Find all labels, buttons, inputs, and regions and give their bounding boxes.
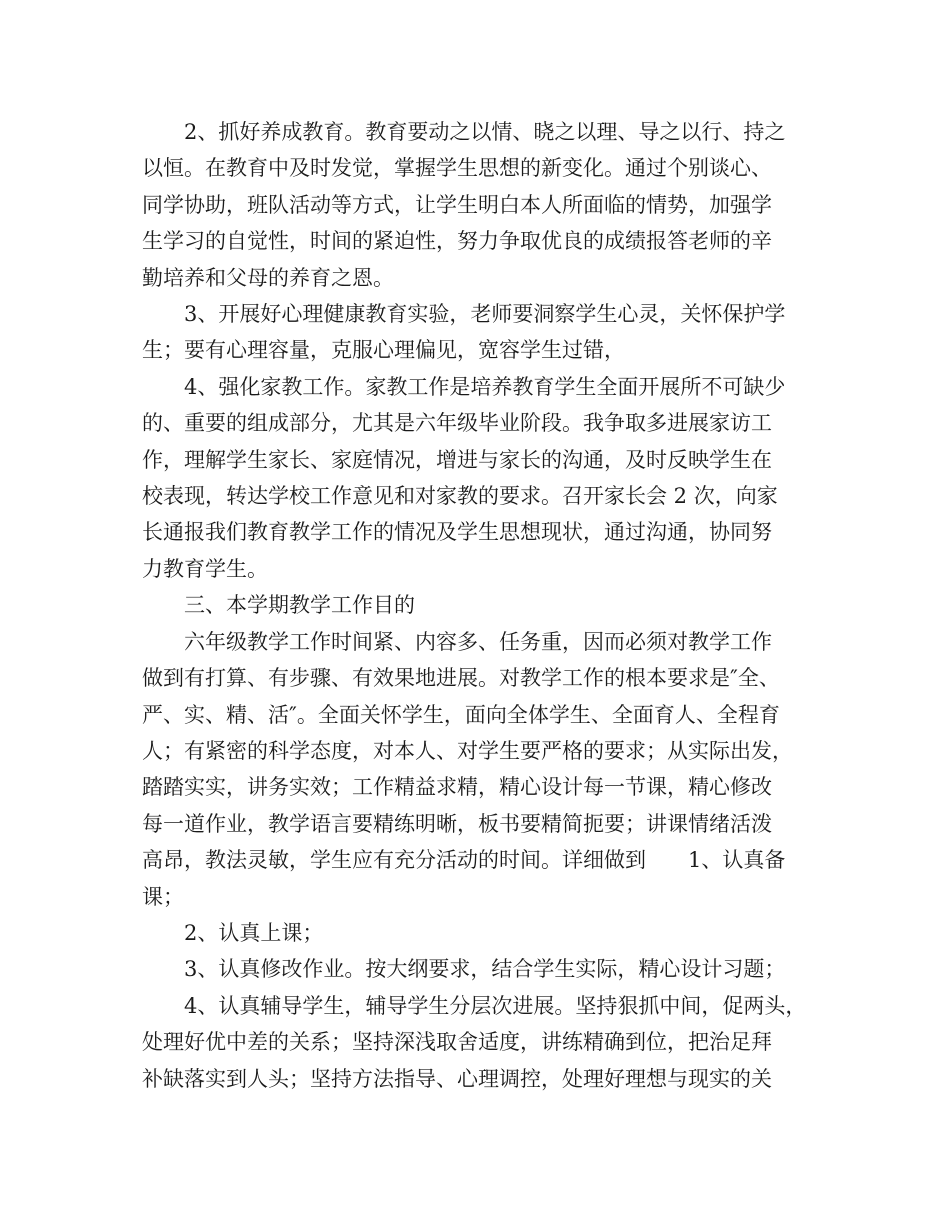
paragraph-mental-health (142, 296, 826, 369)
text-line: 的、重要的组成部分，尤其是六年级毕业阶段。我争取多进展家访工 (142, 411, 772, 436)
text-line: 做到有打算、有步骤、有效果地进展。对教学工作的根本要求是″全、 (142, 666, 780, 691)
text-line: 人；有紧密的科学态度，对本人、对学生要严格的要求；从实际出发， (142, 738, 793, 763)
text-line: 3、认真修改作业。按大纲要求，结合学生实际，精心设计习题； (184, 957, 786, 982)
text-line: 力教育学生。 (142, 556, 268, 581)
text-line: 以恒。在教育中及时发觉，掌握学生思想的新变化。通过个别谈心、 (142, 156, 772, 181)
text-line: 生学习的自觉性，时间的紧迫性，努力争取优良的成绩报答老师的辛 (142, 229, 772, 254)
text-line: 高昂，教法灵敏，学生应有充分活动的时间。详细做到 1、认真备 (142, 848, 786, 873)
text-line: 课； (142, 884, 184, 909)
paragraph-class (142, 915, 826, 951)
text-line: 踏踏实实，讲务实效；工作精益求精，精心设计每一节课，精心修改 (142, 775, 772, 800)
paragraph-tutoring (142, 988, 826, 1097)
text-line: 处理好优中差的关系；坚持深浅取舍适度，讲练精确到位，把治足拜 (142, 1030, 772, 1055)
paragraph-home-education (142, 369, 826, 587)
text-line: 2、认真上课； (184, 920, 324, 945)
text-line: 4、强化家教工作。家教工作是培养教育学生全面开展所不可缺少 (184, 374, 786, 399)
text-line: 校表现，转达学校工作意见和对家教的要求。召开家长会 2 次，向家 (142, 484, 778, 509)
paragraph-teaching-goals (142, 624, 826, 915)
text-line: 生；要有心理容量，克服心理偏见，宽容学生过错， (142, 338, 625, 363)
text-line: 2、抓好养成教育。教育要动之以情、晓之以理、导之以行、持之 (184, 120, 786, 144)
paragraph-homework (142, 951, 826, 987)
text-line: 勤培养和父母的养育之恩。 (142, 265, 394, 290)
document-body (142, 114, 826, 1097)
paragraph-section-three (142, 587, 826, 623)
text-line: 三、本学期教学工作目的 (184, 593, 415, 618)
text-line: 4、认真辅导学生，辅导学生分层次进展。坚持狠抓中间，促两头， (184, 993, 807, 1018)
text-line: 长通报我们教育教学工作的情况及学生思想现状，通过沟通，协同努 (142, 520, 772, 545)
text-line: 六年级教学工作时间紧、内容多、任务重，因而必须对教学工作 (184, 629, 772, 654)
paragraph-habit-education (142, 114, 826, 296)
text-line: 3、开展好心理健康教育实验，老师要洞察学生心灵，关怀保护学 (184, 302, 786, 327)
text-line: 补缺落实到人头；坚持方法指导、心理调控，处理好理想与现实的关 (142, 1066, 772, 1091)
text-line: 作，理解学生家长、家庭情况，增进与家长的沟通，及时反映学生在 (142, 447, 772, 472)
text-line: 同学协助，班队活动等方式，让学生明白本人所面临的情势，加强学 (142, 192, 772, 217)
text-line: 严、实、精、活″。全面关怀学生，面向全体学生、全面育人、全程育 (142, 702, 780, 727)
text-line: 每一道作业，教学语言要精练明晰，板书要精简扼要；讲课情绪活泼 (142, 811, 772, 836)
